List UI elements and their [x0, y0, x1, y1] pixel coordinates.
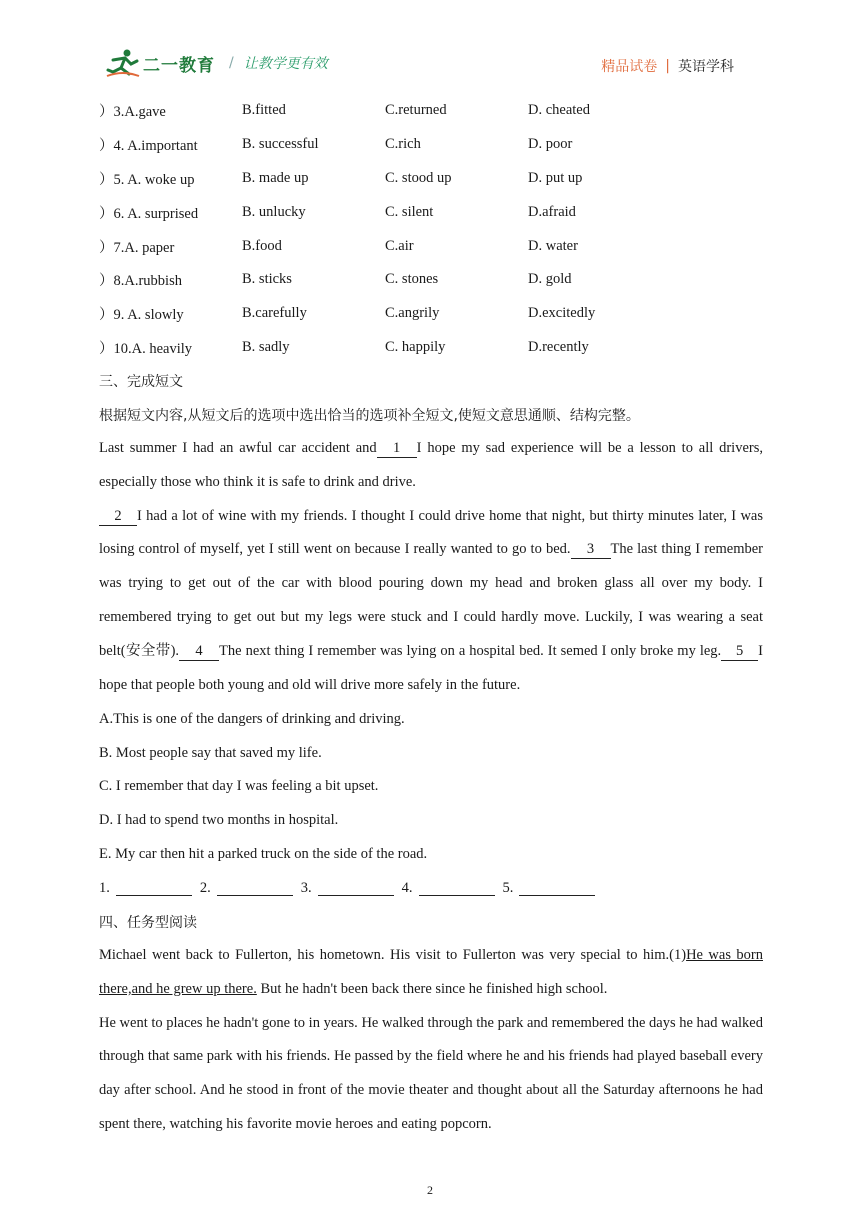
answer-label: 4. [401, 879, 413, 896]
option-d: D. put up [528, 169, 583, 186]
page-header [0, 0, 860, 90]
header-subject [601, 56, 734, 76]
choice-b: B. Most people say that saved my life. [99, 744, 322, 761]
option-a: ）3.A.gave [99, 104, 166, 121]
reading-text: Michael went back to Fullerton, his hometown. His visit to Fullerton was very special to him.(1) [99, 946, 687, 963]
choice-e: E. My car then hit a parked truck on the side of the road. [99, 845, 428, 862]
passage-text: I had a lot of wine with my friends. I thought I could drive home that night, but thirty minutes later, I was losing control of myself, yet I still went on because I really wanted to go to bed. [99, 507, 763, 558]
section-3-instruction: 根据短文内容,从短文后的选项中选出恰当的选项补全短文,使短文意思通顺、结构完整。 [99, 408, 640, 425]
passage-paragraph-2 [99, 500, 763, 703]
option-c: C. stones [385, 271, 439, 288]
answer-blanks [99, 871, 763, 905]
option-d: D. gold [528, 271, 572, 288]
option-d: D.excitedly [528, 305, 596, 322]
passage-text: I hope that people both young and old will drive more safely in the future. [99, 642, 764, 693]
option-c: C. silent [385, 203, 434, 220]
option-a: ）9. A. slowly [99, 307, 184, 324]
answer-label: 3. [300, 879, 312, 896]
option-b: B. made up [242, 169, 309, 186]
option-b: B. unlucky [242, 203, 306, 220]
option-a: ）4. A.important [99, 138, 198, 155]
passage-text: The next thing I remember was lying on a hospital bed. It semed I only broke my leg. [219, 642, 722, 659]
choice-d: D. I had to spend two months in hospital. [99, 812, 339, 829]
option-b: B. successful [242, 136, 319, 153]
option-row [99, 297, 763, 331]
option-b: B.carefully [242, 305, 307, 322]
option-d: D.recently [528, 338, 589, 355]
paper-type: 精品试卷 [601, 59, 658, 75]
document-body [99, 94, 763, 1142]
option-a: ）7.A. paper [99, 239, 175, 256]
section-4-title: 四、任务型阅读 [99, 915, 197, 932]
option-d: D. poor [528, 136, 573, 153]
answer-label: 1. [99, 879, 110, 896]
option-c: C. stood up [385, 169, 452, 186]
answer-field-3[interactable] [318, 881, 394, 896]
option-a: ）6. A. surprised [99, 205, 199, 222]
option-c: C.air [385, 237, 414, 254]
option-row [99, 229, 763, 263]
options-table [99, 94, 763, 364]
brand-logo [105, 48, 328, 78]
option-d: D. water [528, 237, 578, 254]
option-b: B.fitted [242, 102, 286, 119]
option-a: ）10.A. heavily [99, 340, 193, 357]
choice-a: A.This is one of the dangers of drinking and driving. [99, 710, 405, 727]
option-c: C.rich [385, 136, 421, 153]
header-separator: | [665, 58, 670, 74]
answer-field-1[interactable] [116, 881, 192, 896]
option-c: C.returned [385, 102, 447, 119]
page-number: 2 [427, 1183, 433, 1197]
underlined-sentence: He was born there,and he grew up there. [99, 946, 763, 997]
option-b: B. sticks [242, 271, 292, 288]
option-d: D. cheated [528, 102, 590, 119]
logo-slogan: 让教学更有效 [243, 56, 328, 72]
answer-field-5[interactable] [519, 881, 595, 896]
reading-text: But he hadn't been back there since he finished high school. [256, 980, 608, 997]
option-d: D.afraid [528, 203, 576, 220]
option-row [99, 128, 763, 162]
option-a: ）8.A.rubbish [99, 273, 182, 290]
passage-paragraph-1 [99, 432, 763, 500]
blank-1[interactable]: 1 [377, 439, 417, 458]
passage-text: The last thing I remember was trying to get out of the car with blood pouring down my head and broken glass all over my body. I remembered trying to get out but my legs were stuck and I could hardly move. Luckily, I was wearing a seat belt(安全带). [99, 541, 763, 659]
option-a: ）5. A. woke up [99, 171, 195, 188]
option-row [99, 263, 763, 297]
answer-field-2[interactable] [217, 881, 293, 896]
blank-5[interactable]: 5 [721, 642, 758, 661]
section-3-title: 三、完成短文 [99, 374, 183, 391]
option-row [99, 195, 763, 229]
blank-4[interactable]: 4 [179, 642, 219, 661]
option-b: B.food [242, 237, 282, 254]
logo-divider: / [229, 55, 234, 71]
answer-label: 2. [199, 879, 211, 896]
choice-c: C. I remember that day I was feeling a bit upset. [99, 778, 379, 795]
option-row [99, 331, 763, 365]
passage-text: Last summer I had an awful car accident and [99, 439, 377, 456]
running-person-icon [105, 48, 141, 78]
option-b: B. sadly [242, 338, 290, 355]
passage-text: I hope my sad experience will be a lesson to all drivers, especially those who think it is safe to drink and drive. [99, 439, 763, 490]
reading-paragraph-2: He went to places he hadn't gone to in years. He walked through the park and remembered the days he had walked through that same park with his friends. He passed by the field where he and his friends had played baseball every day after school. And he stood in front of the movie theater and thought about all the Saturday afternoons he had spent there, watching his favorite movie heroes and eating popcorn. [99, 1014, 763, 1132]
option-c: C.angrily [385, 305, 440, 322]
answer-label: 5. [502, 879, 514, 896]
blank-2[interactable]: 2 [99, 507, 137, 526]
blank-3[interactable]: 3 [571, 540, 611, 559]
option-c: C. happily [385, 338, 446, 355]
option-row [99, 94, 763, 128]
logo-text: 二一教育 [143, 55, 215, 76]
subject-name: 英语学科 [678, 59, 734, 75]
answer-field-4[interactable] [419, 881, 495, 896]
option-row [99, 162, 763, 196]
reading-paragraph-1 [99, 939, 763, 1007]
